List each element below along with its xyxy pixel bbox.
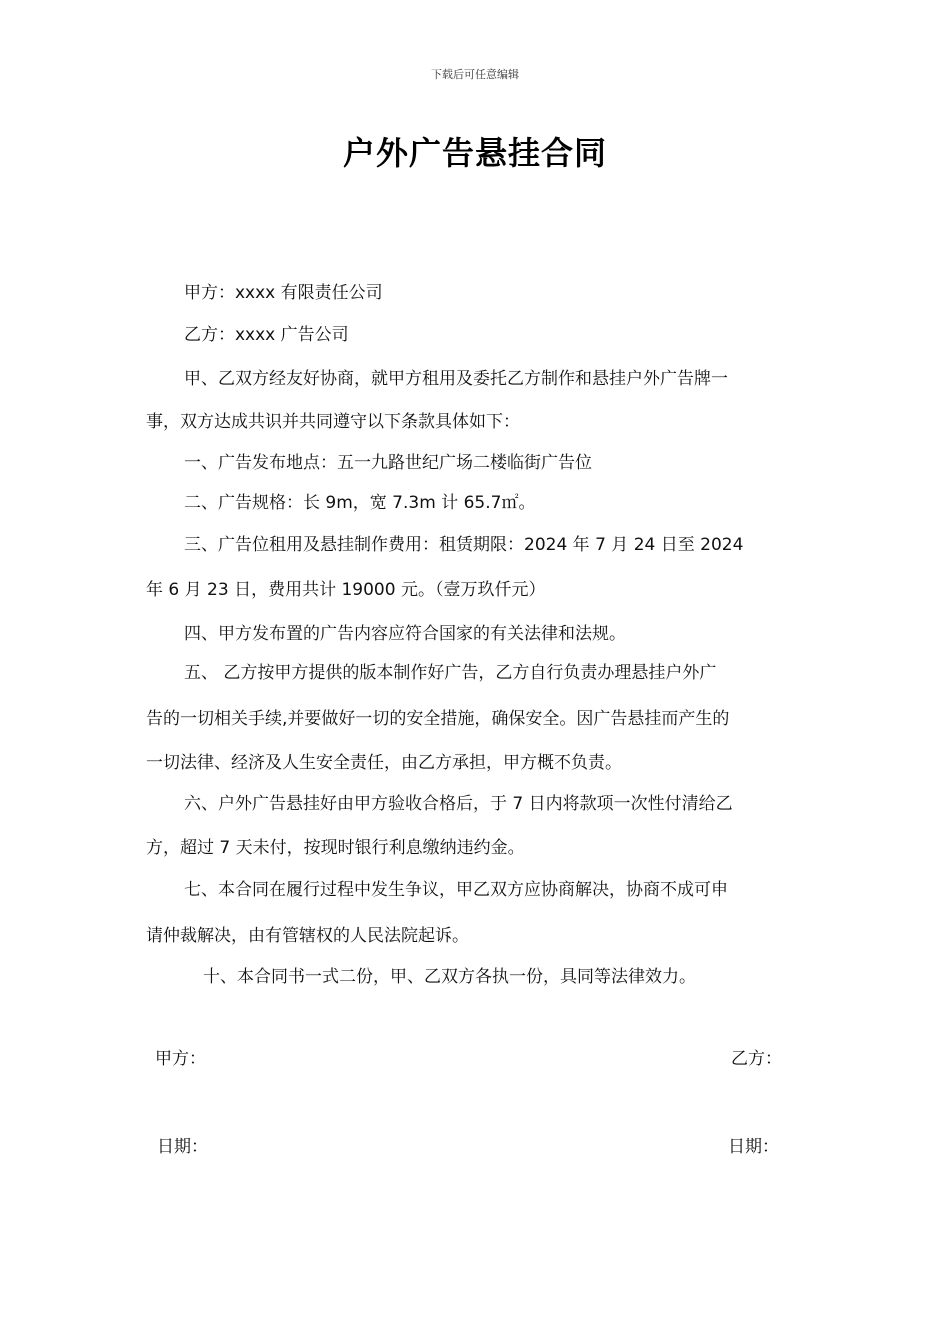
intro-line-1: 甲、乙双方经友好协商，就甲方租用及委托乙方制作和悬挂户外广告牌一 (184, 369, 728, 389)
clause-6-line-2: 方，超过 7 天未付，按现时银行利息缴纳违约金。 (146, 838, 525, 858)
clause-3-line-1: 三、广告位租用及悬挂制作费用：租赁期限：2024 年 7 月 24 日至 2024 (184, 535, 744, 555)
signature-party-a: 甲方： (155, 1049, 206, 1069)
intro-line-2: 事，双方达成共识并共同遵守以下条款具体如下： (146, 412, 520, 432)
signature-date-a: 日期： (157, 1137, 208, 1157)
header-note: 下载后可任意编辑 (431, 68, 519, 81)
signature-date-b: 日期： (728, 1137, 779, 1157)
party-b-line: 乙方：xxxx 广告公司 (184, 325, 349, 345)
clause-5-line-2: 告的一切相关手续,并要做好一切的安全措施，确保安全。因广告悬挂而产生的 (146, 709, 730, 729)
clause-5-line-1: 五、 乙方按甲方提供的版本制作好广告，乙方自行负责办理悬挂户外广 (184, 663, 717, 683)
signature-party-b: 乙方： (731, 1049, 782, 1069)
clause-3-line-2: 年 6 月 23 日，费用共计 19000 元。（壹万玖仟元） (146, 580, 546, 600)
clause-4-line: 四、甲方发布置的广告内容应符合国家的有关法律和法规。 (184, 624, 626, 644)
party-a-line: 甲方：xxxx 有限责任公司 (184, 283, 383, 303)
clause-7-line-1: 七、本合同在履行过程中发生争议，甲乙双方应协商解决，协商不成可申 (184, 880, 728, 900)
clause-6-line-1: 六、户外广告悬挂好由甲方验收合格后，于 7 日内将款项一次性付清给乙 (184, 794, 733, 814)
page-title: 户外广告悬挂合同 (342, 134, 607, 172)
clause-5-line-3: 一切法律、经济及人生安全责任，由乙方承担，甲方概不负责。 (146, 753, 622, 773)
clause-7-line-2: 请仲裁解决，由有管辖权的人民法院起诉。 (146, 926, 469, 946)
clause-1-line: 一、广告发布地点：五一九路世纪广场二楼临街广告位 (184, 453, 592, 473)
clause-2-line: 二、广告规格：长 9m，宽 7.3m 计 65.7㎡。 (184, 493, 536, 513)
clause-10-line: 十、本合同书一式二份，甲、乙双方各执一份，具同等法律效力。 (203, 967, 696, 987)
